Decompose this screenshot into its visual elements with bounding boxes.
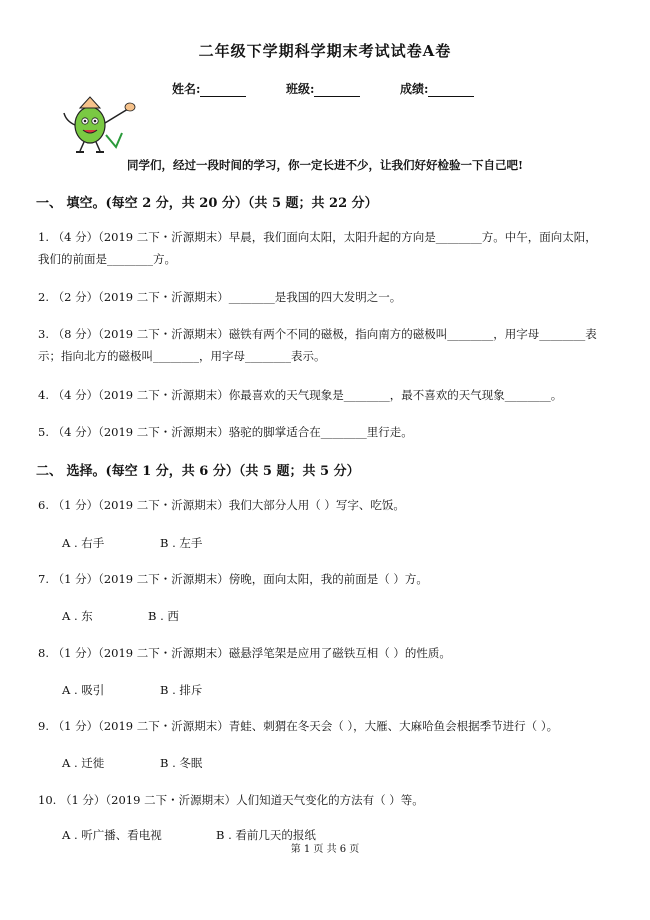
question-7-option-a: A . 东 xyxy=(62,609,93,623)
question-6-option-a: A . 右手 xyxy=(62,536,105,550)
class-blank xyxy=(314,82,360,97)
name-label: 姓名: xyxy=(172,82,201,96)
section-heading-choice: 二、 选择。(每空 1 分，共 6 分）（共 5 题；共 5 分） xyxy=(36,464,360,479)
question-10: 10. （1 分）（2019 二下・沂源期末）人们知道天气变化的方法有（ ）等。 xyxy=(38,793,424,807)
score-blank xyxy=(428,82,474,97)
question-2 xyxy=(38,286,401,308)
section-heading-fill-in: 一、 填空。(每空 2 分，共 20 分）（共 5 题；共 22 分） xyxy=(36,196,378,211)
question-8-option-b: B . 排斥 xyxy=(160,683,203,697)
class-field xyxy=(286,80,360,97)
score-field xyxy=(400,80,474,97)
question-7-option-b: B . 西 xyxy=(148,609,179,623)
question-3-line-1: 3. （8 分）（2019 二下・沂源期末）磁铁有两个不同的磁极，指向南方的磁极叫________，用字母________表 xyxy=(38,327,597,341)
question-6: 6. （1 分）（2019 二下・沂源期末）我们大部分人用（ ）写字、吃饭。 xyxy=(38,498,405,512)
question-5 xyxy=(38,421,413,443)
question-9: 9. （1 分）（2019 二下・沂源期末）青蛙、刺猬在冬天会（ ），大雁、大麻哈鱼会根据季节进行（ ）。 xyxy=(38,719,559,733)
question-1 xyxy=(38,226,597,270)
question-1-line-1: 1. （4 分）（2019 二下・沂源期末）早晨，我们面向太阳，太阳升起的方向是________方。中午，面向太阳， xyxy=(38,230,597,244)
question-6-option-b: B . 左手 xyxy=(160,536,203,550)
question-2-line-1: 2. （2 分）（2019 二下・沂源期末）________是我国的四大发明之一。 xyxy=(38,290,402,304)
question-8: 8. （1 分）（2019 二下・沂源期末）磁悬浮笔架是应用了磁铁互相（ ）的性质。 xyxy=(38,646,451,660)
name-field xyxy=(172,80,246,97)
page-footer: 第 1 页 共 6 页 xyxy=(290,844,360,855)
score-label: 成绩: xyxy=(400,82,429,96)
page-title: 二年级下学期科学期末考试试卷A卷 xyxy=(198,42,452,60)
question-9-option-a: A . 迁徙 xyxy=(62,756,105,770)
class-label: 班级: xyxy=(286,82,315,96)
greeting: 同学们，经过一段时间的学习，你一定长进不少，让我们好好检验一下自己吧! xyxy=(126,158,524,172)
question-3-line-2: 示；指向北方的磁极叫________，用字母________表示。 xyxy=(38,349,326,363)
name-blank xyxy=(200,82,246,97)
pencil-mascot-illustration xyxy=(62,95,144,155)
question-5-line-1: 5. （4 分）（2019 二下・沂源期末）骆驼的脚掌适合在________里行走。 xyxy=(38,425,413,439)
question-4-line-1: 4. （4 分）（2019 二下・沂源期末）你最喜欢的天气现象是________，最不喜欢的天气现象________。 xyxy=(38,388,563,402)
question-3 xyxy=(38,323,597,367)
question-4 xyxy=(38,384,562,406)
question-10-option-b: B . 看前几天的报纸 xyxy=(216,828,316,842)
question-10-option-a: A . 听广播、看电视 xyxy=(62,828,162,842)
question-1-line-2: 我们的前面是________方。 xyxy=(38,252,176,266)
question-8-option-a: A . 吸引 xyxy=(62,683,105,697)
question-9-option-b: B . 冬眠 xyxy=(160,756,203,770)
question-7: 7. （1 分）（2019 二下・沂源期末）傍晚，面向太阳，我的前面是（ ）方。 xyxy=(38,572,428,586)
